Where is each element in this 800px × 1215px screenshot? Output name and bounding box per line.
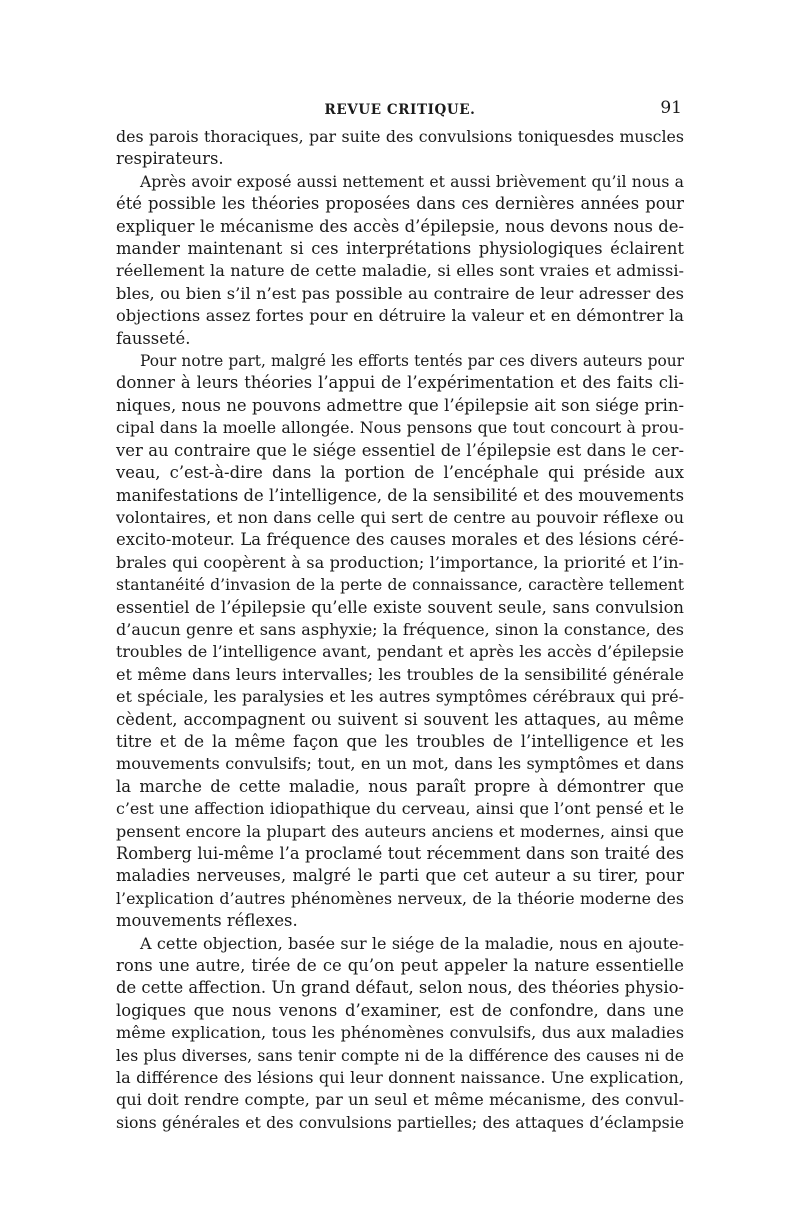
- text-line: et même dans leurs intervalles; les troubles de la sensibilité générale: [116, 664, 684, 684]
- text-line: réellement la nature de cette maladie, si elles sont vraies et admissi-: [116, 261, 684, 281]
- text-line: c’est une affection idiopathique du cerveau, ainsi que l’ont pensé et le: [116, 799, 684, 819]
- text-line: la marche de cette maladie, nous paraît propre à démontrer que: [116, 776, 684, 796]
- text-line: bles, ou bien s’il n’est pas possible au contraire de leur adresser des: [116, 283, 684, 303]
- text-line: expliquer le mécanisme des accès d’épilepsie, nous devons nous de-: [116, 216, 684, 236]
- text-line: mander maintenant si ces interprétations physiologiques éclairent: [116, 239, 684, 259]
- text-line: Après avoir exposé aussi nettement et aussi brièvement qu’il nous a: [140, 171, 684, 191]
- text-line: stantanéité d’invasion de la perte de connaissance, caractère tellement: [116, 576, 684, 595]
- text-line: la différence des lésions qui leur donnent naissance. Une explication,: [116, 1068, 684, 1088]
- book-page: [116, 96, 684, 1134]
- text-line: volontaires, et non dans celle qui sert de centre au pouvoir réflexe ou: [116, 507, 684, 527]
- text-line: mouvements convulsifs; tout, en un mot, dans les symptômes et dans: [116, 754, 684, 774]
- text-line: cèdent, accompagnent ou suivent si souvent les attaques, au même: [116, 709, 684, 729]
- text-line: les plus diverses, sans tenir compte ni de la différence des causes ni de: [116, 1046, 684, 1065]
- text-line: mouvements réflexes.: [116, 911, 298, 931]
- text-line: et spéciale, les paralysies et les autres symptômes cérébraux qui pré-: [116, 687, 684, 707]
- body-text: [116, 126, 684, 1134]
- text-line: niques, nous ne pouvons admettre que l’épilepsie ait son siége prin-: [116, 395, 684, 415]
- text-line: ver au contraire que le siége essentiel de l’épilepsie est dans le cer-: [116, 440, 684, 460]
- text-line: excito-moteur. La fréquence des causes morales et des lésions céré-: [116, 530, 684, 550]
- page-number: 91: [660, 98, 682, 118]
- text-line: rons une autre, tirée de ce qu’on peut appeler la nature essentielle: [116, 956, 684, 976]
- text-line: titre et de la même façon que les troubles de l’intelligence et les: [116, 731, 684, 751]
- text-line: A cette objection, basée sur le siége de la maladie, nous en ajoute-: [140, 933, 684, 953]
- text-line: d’aucun genre et sans asphyxie; la fréquence, sinon la constance, des: [116, 619, 684, 639]
- paragraph-3: [116, 350, 684, 933]
- running-head: [116, 96, 684, 122]
- text-line: l’explication d’autres phénomènes nerveux, de la théorie moderne des: [116, 888, 684, 908]
- text-line: manifestations de l’intelligence, de la sensibilité et des mouvements: [116, 485, 684, 505]
- text-line: même explication, tous les phénomènes convulsifs, dus aux maladies: [116, 1023, 684, 1043]
- paragraph-2: [116, 171, 684, 350]
- running-title: REVUE CRITIQUE.: [324, 102, 476, 118]
- text-line: troubles de l’intelligence avant, pendant et après les accès d’épilepsie: [116, 642, 684, 662]
- text-line: sions générales et des convulsions partielles; des attaques d’éclampsie: [116, 1112, 684, 1132]
- text-line: logiques que nous venons d’examiner, est de confondre, dans une: [116, 1000, 684, 1020]
- paragraph-4: [116, 933, 684, 1135]
- text-line: objections assez fortes pour en détruire la valeur et en démontrer la: [116, 306, 684, 326]
- text-line: cipal dans la moelle allongée. Nous pensons que tout concourt à prou-: [116, 418, 684, 438]
- text-line: donner à leurs théories l’appui de l’expérimentation et des faits cli-: [116, 373, 684, 393]
- text-line: maladies nerveuses, malgré le parti que cet auteur a su tirer, pour: [116, 866, 684, 886]
- text-line: veau, c’est-à-dire dans la portion de l’encéphale qui préside aux: [116, 463, 684, 483]
- text-line: été possible les théories proposées dans ces dernières années pour: [116, 194, 684, 214]
- paragraph-1: [116, 126, 684, 171]
- text-line: essentiel de l’épilepsie qu’elle existe souvent seule, sans convulsion: [116, 597, 684, 617]
- text-line: pensent encore la plupart des auteurs anciens et modernes, ainsi que: [116, 821, 684, 841]
- text-line: fausseté.: [116, 328, 191, 348]
- text-line: Pour notre part, malgré les efforts tentés par ces divers auteurs pour: [140, 352, 684, 371]
- text-line: qui doit rendre compte, par un seul et même mécanisme, des convul-: [116, 1090, 684, 1110]
- text-line: Romberg lui-même l’a proclamé tout récemment dans son traité des: [116, 844, 684, 863]
- text-line: respirateurs.: [116, 149, 224, 169]
- text-line: de cette affection. Un grand défaut, selon nous, des théories physio-: [116, 978, 684, 998]
- text-line: des parois thoraciques, par suite des convulsions toniquesdes muscles: [116, 127, 684, 146]
- text-line: brales qui coopèrent à sa production; l’importance, la priorité et l’in-: [116, 552, 684, 572]
